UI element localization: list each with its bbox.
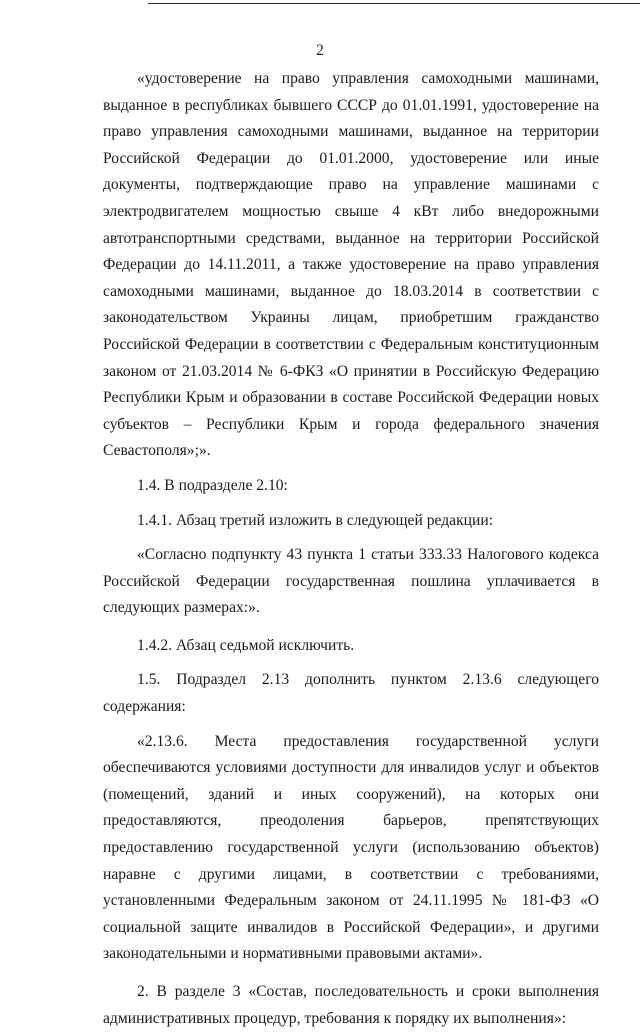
paragraph-1-4-2: 1.4.2. Абзац седьмой исключить. [137, 636, 355, 654]
top-rule [148, 3, 640, 4]
paragraph-1-4-1: 1.4.1. Абзац третий изложить в следующей редакции: [137, 511, 494, 529]
paragraph-section-3: 2. В разделе 3 «Состав, последовательность и сроки выполнения административных процедур, требования к порядку их выполнения»: [103, 983, 599, 1027]
paragraph-1-4: 1.4. В подразделе 2.10: [137, 476, 288, 494]
page-number: 2 [316, 42, 324, 59]
paragraph-2-13-6: «2.13.6. Места предоставления государственной услуги обеспечиваются условиями доступности для инвалидов услуг и объектов (помещений, зданий и иных сооружений), на которых они предоставляются, преодоления барьеров, препятствующих предоставлению государственной услуги (использованию объектов) наравне с другими лицами, в соответствии с требованиями, установленными Федеральным законом от 24.11.1995 № 181-ФЗ «О социальной защите инвалидов в Российской Федерации», и другими законодательными и нормативными правовыми актами». [103, 732, 599, 963]
paragraph-1-5: 1.5. Подраздел 2.13 дополнить пунктом 2.13.6 следующего содержания: [103, 671, 599, 716]
document-body [103, 66, 599, 1032]
paragraph-tax-quote: «Согласно подпункту 43 пункта 1 статьи 333.33 Налогового кодекса Российской Федерации государственная пошлина уплачивается в следующих размерах:». [103, 546, 599, 617]
paragraph-license-list: «удостоверение на право управления самоходными машинами, выданное в республиках бывшего СССР до 01.01.1991, удостоверение на право управления самоходными машинами, выданное на территории Российской Федерации до 01.01.2000, удостоверение или иные документы, подтверждающие право на управление машинами с электродвигателем мощностью свыше 4 кВт либо внедорожными автотранспортными средствами, выданное на территории Российской Федерации до 14.11.2011, а также удостоверение на право управления самоходными машинами, выданное до 18.03.2014 в соответствии с законодательством Украины лицам, приобретшим гражданство Российской Федерации в соответствии с Федеральным конституционным законом от 21.03.2014 № 6-ФКЗ «О принятии в Российскую Федерацию Республики Крым и образовании в составе Российской Федерации новых субъектов – Республики Крым и города федерального значения Севастополя»;». [103, 70, 599, 460]
